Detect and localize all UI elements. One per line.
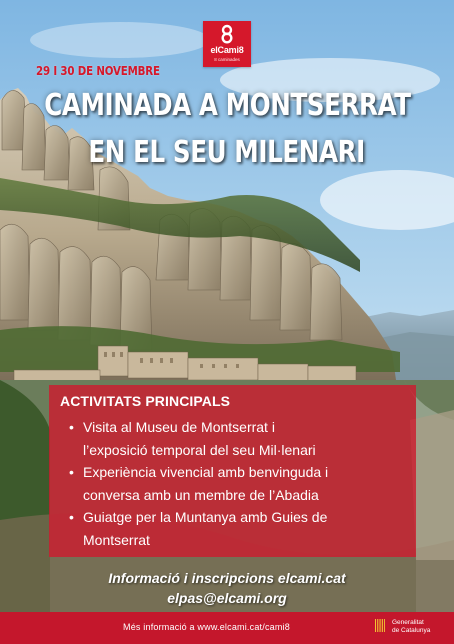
- activity-item: [69, 506, 409, 551]
- activities-list: [69, 416, 409, 551]
- logo-brand: elCami8: [210, 45, 244, 55]
- title-line-2-text: EN EL SEU MILENARI: [88, 135, 366, 170]
- bullet: •: [69, 464, 74, 480]
- info-email: elpas@elcami.org: [167, 590, 287, 606]
- info-registration: Informació i inscripcions elcami.cat: [108, 570, 346, 586]
- generalitat-name: Generalitat: [392, 619, 424, 626]
- activity-item: [69, 416, 409, 461]
- activities-panel: [49, 385, 416, 557]
- catalan-flag-icon: [375, 619, 385, 632]
- activity-line: Montserrat: [83, 531, 150, 548]
- activity-line: Guiatge per la Muntanya amb Guies de: [83, 509, 328, 525]
- generalitat-region: de Catalunya: [392, 627, 431, 634]
- title-line-2: [0, 135, 454, 170]
- activity-line: Visita al Museu de Montserrat i: [83, 419, 275, 435]
- activity-line: conversa amb un membre de l’Abadia: [83, 486, 319, 503]
- activity-item: [69, 461, 409, 506]
- elcami-logo: [203, 21, 251, 67]
- generalitat-logo: [370, 616, 454, 642]
- figure-eight-icon: [217, 24, 237, 44]
- bullet: •: [69, 509, 74, 525]
- footer-more-info: Més informació a www.elcami.cat/cami8: [123, 622, 290, 632]
- footer-bar: [0, 612, 454, 644]
- title-line-1-text: CAMINADA A MONTSERRAT: [43, 88, 411, 123]
- bullet: •: [69, 419, 74, 435]
- event-date: 29 I 30 DE NOVEMBRE: [36, 63, 160, 78]
- activities-heading: ACTIVITATS PRINCIPALS: [60, 393, 231, 409]
- activity-line: l’exposició temporal del seu Mil·lenari: [83, 441, 316, 458]
- title-line-1: [0, 88, 454, 123]
- logo-subtitle: 8 caminades: [214, 57, 240, 62]
- activity-line: Experiència vivencial amb benvinguda i: [83, 464, 329, 480]
